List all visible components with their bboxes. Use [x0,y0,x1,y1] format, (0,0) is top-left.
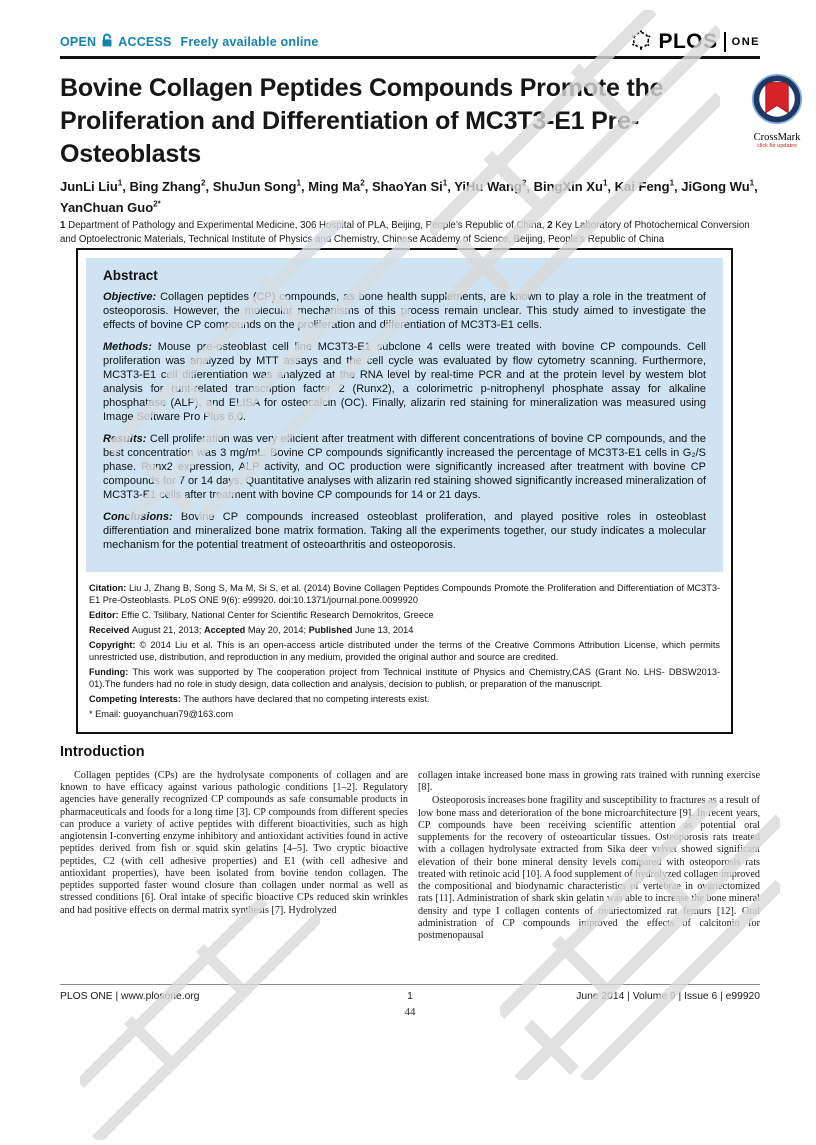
abstract-sections [103,291,706,552]
body-columns [60,770,760,942]
plos-name: PLOS [658,30,718,53]
meta-line-editor: Editor: Effie C. Tsilibary, National Center for Scientific Research Demokritos, Greece [89,609,434,620]
crossmark-icon [751,112,803,129]
author: JunLi Liu$^1$ [60,178,123,194]
author-list: JunLi Liu$^1$, Bing Zhang$^2$, ShuJun Song$^1$, Ming Ma$^2$, ShaoYan Si$^1$, YiHu Wang$^2$, BingXin Xu$^1$, Kai Feng$^1$, JiGong Wu$^1$, YanChuan Guo$^{2*}$ [60,178,758,215]
abstract-section: Objective: Collagen peptides (CP) compounds, as bone health supplements, are known to play a role in the treatment of osteoporosis. However, the molecular mechanisms of this process remain unclear. This study aimed to investigate the effects of bovine CP compounds on the proliferation and differentiation of MC3T3-E1 cells. [103,291,706,331]
freely-available-label: Freely available online [180,35,319,49]
footer-page-label: 1 [407,991,413,1002]
footer-issue-info: June 2014 | Volume 9 | Issue 6 | e99920 [576,991,760,1002]
open-access-access-label: ACCESS [118,35,172,49]
author: JiGong Wu$^1$ [681,178,755,194]
front-matter-box [76,248,733,734]
paragraph: Osteoporosis increases bone fragility and susceptibility to fractures as a result of low bone mass and deterioration of the bone microarchitecture [9]. In recent years, CP compounds have been receiving scientific attention as potential oral supplements for the recovery of osteoarticular tissues. Osteoporosis rats treated with a collagen hydrolysate extracted from Sika deer velvet showed significant elevation of their bone mineral density levels compared with osteoporosis rats treated with retinoic acid [10]. A food supplement of hydrolyzed collagen improved the compositional and biodynamic characteristics of vertebrae in ovariectomized rats [11]. Administration of shark skin gelatin was able to increase the bone mineral density and type I collagen contents of ovariectomized rat femurs [12]. Oral administration of CP compounds improved the effects of calcitonin for postmenopausal [418,795,760,942]
meta-line-dates: Received August 21, 2013; Accepted May 20, 2014; Published June 13, 2014 [89,625,414,636]
article-title: Bovine Collagen Peptides Compounds Promote the Proliferation and Differentiation of MC3T3-E1 Pre-Osteoblasts [60,74,664,168]
author: ShuJun Song$^1$ [212,178,301,194]
logo-divider [724,32,726,52]
crossmark-badge[interactable] [744,73,810,149]
header-rule [60,56,760,59]
crossmark-label: CrossMark [753,132,801,143]
intro-column-left [60,770,408,942]
introduction-heading: Introduction [60,744,145,760]
abstract-heading: Abstract [103,268,158,283]
plos-logo [630,29,760,56]
affiliations: 1 Department of Pathology and Experimental Medicine, 306 Hospital of PLA, Beijing, People’s Republic of China, 2 Key Laboratory of Photochemical Conversion and Optoelectronic Materials, Technical Institute of Physics and Chemistry, Chinese Academy of Science, Beijing, People’s Republic of China [60,220,750,246]
author: BingXin Xu$^1$ [533,178,608,194]
meta-line-copyright: Copyright: © 2014 Liu et al. This is an open-access article distributed under the terms of the Creative Commons Attribution License, which permits unrestricted use, distribution, and reproduction in any medium, provided the original author and source are credited. [89,640,720,662]
abstract-section: Results: Cell proliferation was very efficient after treatment with different concentrations of bovine CP compounds, and the best concentration was 3 mg/mL. Bovine CP compounds significantly increased the percentage of MC3T3-E1 cells in G₂/S phase. Runx2 expression, ALP activity, and OC production were significantly increased after treatment with bovine CP compounds for 7 or 14 days. Quantitative analyses with alizarin red staining showed significantly increased mineralization of MC3T3-E1 cells after treatment with bovine CP compounds for 14 or 21 days. [103,432,706,501]
meta-line-citation: Citation: Liu J, Zhang B, Song S, Ma M, Si S, et al. (2014) Bovine Collagen Peptides Compounds Promote the Proliferation and Differentiation of MC3T3-E1 Pre-Osteoblasts. PLoS ONE 9(6): e99920. doi:10.1371/journal.pone.0099920 [89,582,720,605]
crossmark-sublabel: click for updates [757,143,797,149]
abstract-section: Conclusions: Bovine CP compounds increased osteoblast proliferation, and played positive roles in osteoblast differentiation and mineralized bone matrix formation. Taking all the experiments together, our study indicates a molecular mechanism for the potential treatment of osteoarthritis and osteoporosis. [103,510,706,551]
open-access-open-label: OPEN [60,35,97,49]
page-header [60,30,760,54]
author: YiHu Wang$^2$ [454,178,527,194]
open-lock-icon [101,33,113,51]
paragraph: collagen intake increased bone mass in growing rats trained with running exercise [8]. [418,770,760,794]
author: YanChuan Guo$^{2*}$ [60,199,161,215]
author: Ming Ma$^2$ [308,178,365,194]
plos-one-label: ONE [731,36,760,48]
author: ShaoYan Si$^1$ [371,178,448,194]
author: Kai Feng$^1$ [614,178,675,194]
abstract-box [86,258,723,572]
meta-line-funding: Funding: This work was supported by The cooperation project from Technical institute of Physics and Chemistry,CAS (Grant No. LHS- DBSW2013-01).The funders had no role in study design, data collection and analysis, decision to publish, or preparation of the manuscript. [89,667,720,689]
plos-sphere-icon [630,29,652,56]
intro-column-right [418,770,760,942]
meta-line-competing-interests: Competing Interests: The authors have declared that no competing interests exist. [89,693,430,704]
footer-rule [60,984,760,985]
citation-block [86,572,723,720]
meta-line-email[interactable]: * Email: guoyanchuan79@163.com [89,709,234,720]
open-access-banner [60,33,319,51]
paragraph: Collagen peptides (CPs) are the hydrolysate components of collagen and are known to have efficacy against various pathologic conditions [1–2]. Regulatory agencies have generally recognized CP compounds as safe consumable products in pharmaceuticals and foods for a long time [3]. CP compounds from different species can produce a variety of active peptides with different bioactivities, such as high angiotensin I-converting enzyme inhibitory and antioxidant activities found in active peptides derived from fish or squid skin gelatins [4–5]. Two cryptic bioactive peptides, C2 (with cell adhesive properties) and E1 (with cell adhesive and antioxidant properties), have been isolated from bovine tendon collagen. The peptides supported faster wound closure than collagen under normal as well as stressed conditions [6]. Oral intake of specific bioactive CPs reduced skin wrinkles and had positive effects on dermal matrix synthesis [7]. Hydrolyzed [60,770,408,916]
footer-journal-url[interactable]: PLOS ONE | www.plosone.org [60,991,200,1002]
abstract-section: Methods: Mouse pre-osteoblast cell line MC3T3-E1 subclone 4 cells were treated with bovine CP compounds. Cell proliferation was analyzed by MTT assays and the cell cycle was evaluated by flow cytometry scanning. Furthermore, MC3T3-E1 cell differentiation was analyzed at the RNA level by real-time PCR and at the protein level by westem blot analysis for runt-related transcription factor 2 (Runx2), a colorimetric p-nitrophenyl phosphate assay for alkaline phosphatase (ALP), and ELISA for osteocalcin (OC). Finally, alizarin red staining for mineralization was measured using Image Software Pro Plus 6.0. [103,340,706,423]
author: Bing Zhang$^2$ [129,178,206,194]
page-number: 44 [404,1006,416,1018]
